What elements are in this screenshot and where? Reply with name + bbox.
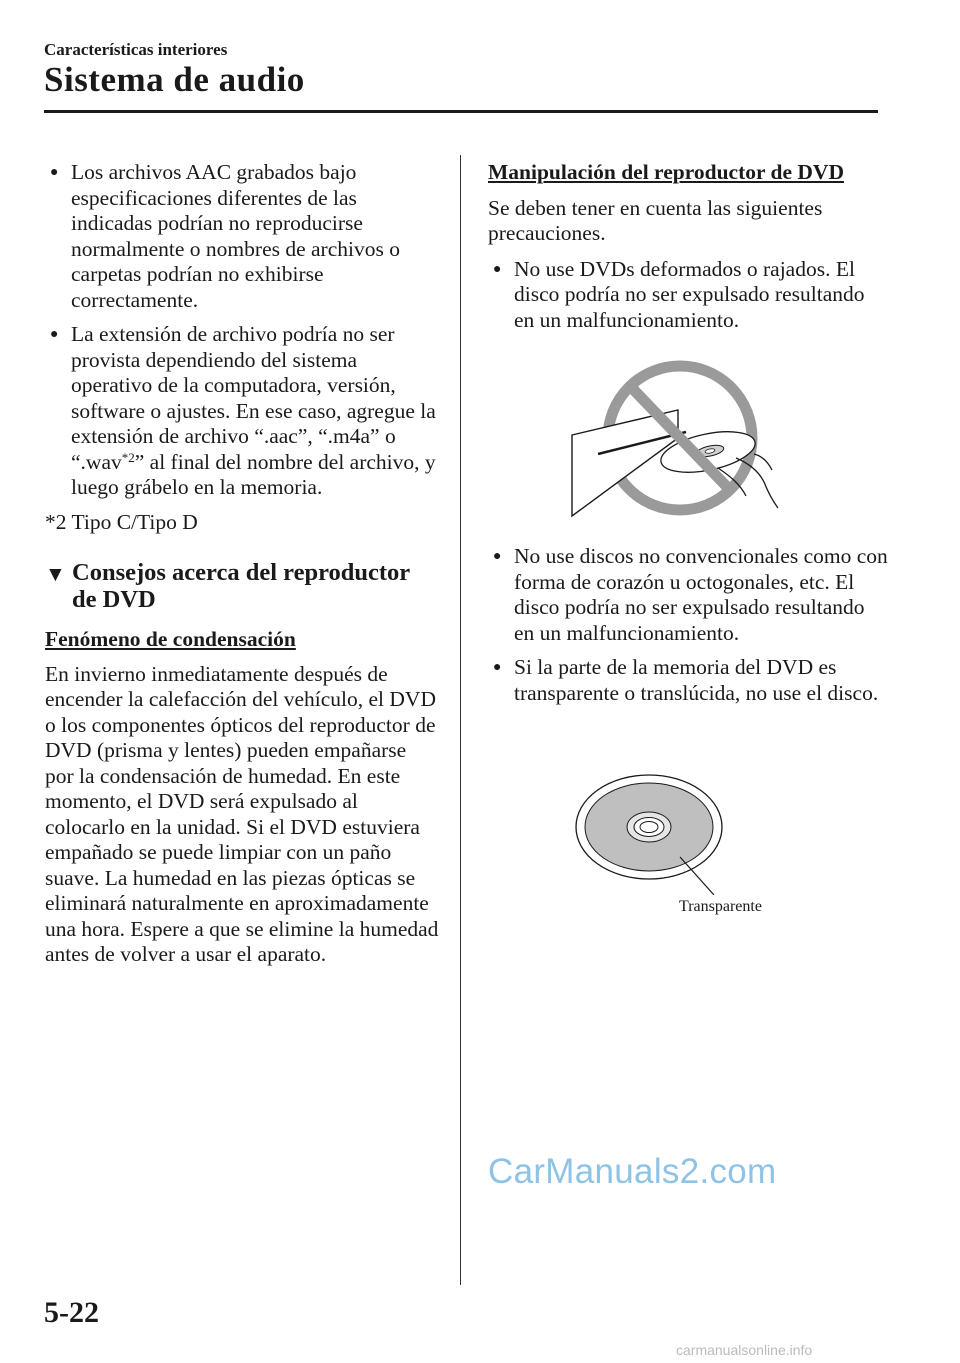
bullet-icon: ● [493,549,502,564]
chapter-title: Características interiores [44,40,228,59]
bullet-text-part: La extensión de archivo podría no ser provista dependiendo del sistema operativo de la computadora, versión, software o ajustes. En ese caso, agregue la extensión de archivo “.aac”, “.m4a” o “.wav [71,322,436,474]
header-rule [44,110,878,113]
footer-watermark: carmanualsonline.info [676,1342,813,1358]
disc-hole [640,822,658,833]
bullet-text-part: ” al final del nombre del archivo, y luego grábelo en la memoria. [71,449,436,499]
bullet-text: No use discos no convencionales como con forma de corazón u octogonales, etc. El disco podría no ser expulsado resultando en un malfuncionamiento. [514,544,888,645]
bullet-text: Los archivos AAC grabados bajo especificaciones diferentes de las indicadas podrían no reproducirse normalmente o nombres de archivos o carpetas podrían no exhibirse correctamente. [71,160,400,312]
page-title: Sistema de audio [44,60,305,99]
list-item [488,655,888,706]
section-heading [45,559,440,613]
transparent-disc-illustration [574,755,754,895]
paragraph: En invierno inmediatamente después de encender la calefacción del vehículo, el DVD o los componentes ópticos del reproductor de DVD (prisma y lentes) pueden empañarse por la condensación de humedad. En este momento, el DVD será expulsado al colocarlo en la unidad. Si el DVD estuviera empañado se puede limpiar con un paño suave. La humedad en las piezas ópticas se eliminará naturalmente en aproximadamente una hora. Espere a que se elimine la humedad antes de volver a usar el aparato. [45,661,439,966]
section-heading-text: Consejos acerca del reproductor de DVD [72,559,410,613]
footnote-ref: *2 [121,449,135,465]
no-deformed-disc-illustration [568,358,798,523]
list-item [488,544,888,646]
bullet-text: No use DVDs deformados o rajados. El disco podría no ser expulsado resultando en un malfuncionamiento. [514,256,865,332]
bullet-text [71,322,436,499]
subheading: Manipulación del reproductor de DVD [488,160,844,184]
triangle-down-icon: ▼ [45,562,66,586]
list-item [45,322,440,501]
subheading: Fenómeno de condensación [45,627,296,651]
left-column [45,160,440,978]
column-divider [460,155,461,1285]
bullet-icon: ● [50,165,59,180]
illustration-caption: Transparente [679,898,762,915]
watermark: CarManuals2.com [488,1152,777,1191]
bullet-text: Si la parte de la memoria del DVD es transparente o translúcida, no use el disco. [514,655,879,705]
bullet-icon: ● [50,327,59,342]
bullet-icon: ● [493,660,502,675]
footnote: *2 Tipo C/Tipo D [45,509,198,534]
bullet-icon: ● [493,261,502,277]
list-item [488,257,888,334]
list-item [45,160,440,313]
paragraph: Se deben tener en cuenta las siguientes precauciones. [488,195,823,245]
page-number: 5-22 [44,1296,99,1329]
